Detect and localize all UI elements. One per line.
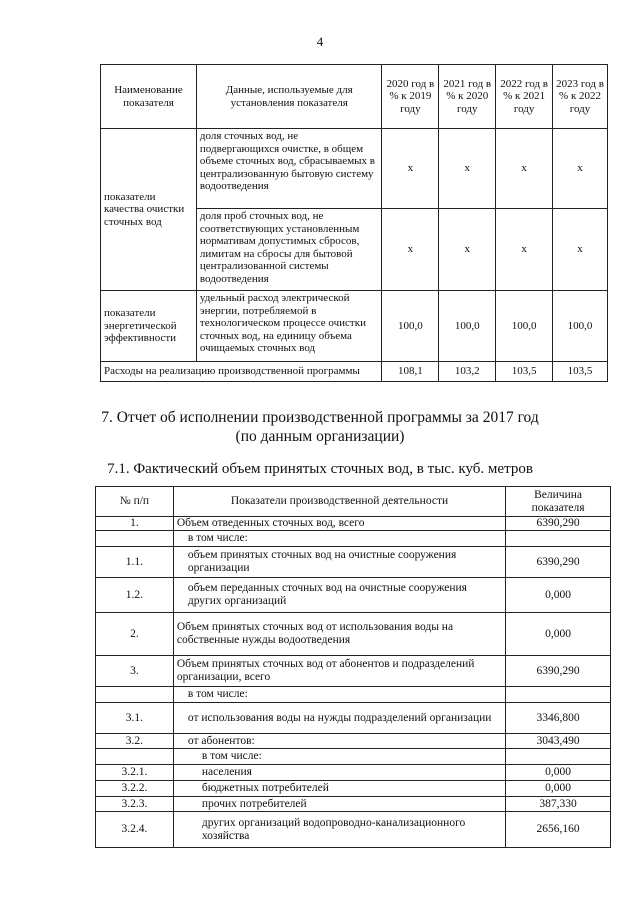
header-2021: 2021 год в % к 2020 году	[439, 65, 496, 129]
cell-value: х	[496, 209, 553, 291]
cell-value: х	[439, 129, 496, 209]
row-label: населения	[173, 765, 505, 781]
row-num: 1.1.	[96, 547, 174, 578]
row-num	[96, 749, 174, 765]
row-num: 3.2.4.	[96, 812, 174, 848]
header-2023: 2023 год в % к 2022 году	[553, 65, 608, 129]
table-header-row	[96, 487, 611, 517]
cell-value: х	[553, 129, 608, 209]
cell-value: 100,0	[382, 291, 439, 362]
table-row	[96, 547, 611, 578]
header-num: № п/п	[96, 487, 174, 517]
row-label: в том числе:	[173, 531, 505, 547]
cell-value: 103,5	[553, 362, 608, 382]
group-name-quality: показатели качества очистки сточных вод	[101, 129, 197, 291]
cell-value: 103,2	[439, 362, 496, 382]
row-num: 1.2.	[96, 578, 174, 613]
row-num: 1.	[96, 517, 174, 531]
cell-value: х	[439, 209, 496, 291]
row-num: 3.2.2.	[96, 781, 174, 797]
row-label: других организаций водопроводно-канализационного хозяйства	[173, 812, 505, 848]
cell-value: 103,5	[496, 362, 553, 382]
row-num: 2.	[96, 613, 174, 656]
row-value: 6390,290	[506, 656, 611, 687]
row-value: 0,000	[506, 765, 611, 781]
table-row	[96, 781, 611, 797]
section-7-heading	[0, 408, 640, 446]
row-num: 3.2.1.	[96, 765, 174, 781]
cell-value: 100,0	[439, 291, 496, 362]
table-row	[96, 656, 611, 687]
table-row	[96, 578, 611, 613]
row-label: бюджетных потребителей	[173, 781, 505, 797]
row-label: объем переданных сточных вод на очистные сооружения других организаций	[173, 578, 505, 613]
row-value: 3346,800	[506, 703, 611, 734]
table-row	[101, 291, 608, 362]
row-label: от абонентов:	[173, 734, 505, 749]
table-row	[96, 613, 611, 656]
cell-value: х	[553, 209, 608, 291]
row-label: от использования воды на нужды подразделений организации	[173, 703, 505, 734]
row-desc: удельный расход электрической энергии, потребляемой в технологическом процессе очистки сточных вод, на единицу объема очищаемых сточных вод	[196, 291, 382, 362]
row-num	[96, 687, 174, 703]
row-value: 0,000	[506, 781, 611, 797]
table-row	[96, 703, 611, 734]
row-value: 6390,290	[506, 547, 611, 578]
row-label: объем принятых сточных вод на очистные сооружения организации	[173, 547, 505, 578]
row-value: 2656,160	[506, 812, 611, 848]
row-value: 0,000	[506, 578, 611, 613]
row-label: Объем отведенных сточных вод, всего	[173, 517, 505, 531]
header-value: Величина показателя	[506, 487, 611, 517]
table-row	[96, 734, 611, 749]
row-num: 3.2.3.	[96, 797, 174, 812]
cell-value: х	[382, 209, 439, 291]
row-num: 3.	[96, 656, 174, 687]
row-value	[506, 687, 611, 703]
section-7-subtitle: (по данным организации)	[235, 428, 405, 445]
wastewater-volume-table	[95, 486, 611, 848]
row-label: в том числе:	[173, 749, 505, 765]
row-desc: доля проб сточных вод, не соответствующих установленным нормативам допустимых сбросов, лимитам на сбросы для бытовой централизованной системы водоотведения	[196, 209, 382, 291]
row-value: 3043,490	[506, 734, 611, 749]
table-row	[96, 531, 611, 547]
table-row	[101, 129, 608, 209]
section-7-title: 7. Отчет об исполнении производственной программы за 2017 год	[101, 409, 539, 426]
row-label: в том числе:	[173, 687, 505, 703]
row-desc: доля сточных вод, не подвергающихся очистке, в общем объеме сточных вод, сбрасываемых в централизованную бытовую систему водоотведения	[196, 129, 382, 209]
row-value	[506, 749, 611, 765]
group-name-energy: показатели энергетической эффективности	[101, 291, 197, 362]
cell-value: 108,1	[382, 362, 439, 382]
row-label: прочих потребителей	[173, 797, 505, 812]
table-header-row	[101, 65, 608, 129]
table-total-row	[101, 362, 608, 382]
total-label: Расходы на реализацию производственной программы	[101, 362, 382, 382]
cell-value: 100,0	[496, 291, 553, 362]
row-num: 3.1.	[96, 703, 174, 734]
page-number: 4	[316, 34, 324, 49]
header-2020: 2020 год в % к 2019 году	[382, 65, 439, 129]
cell-value: х	[382, 129, 439, 209]
header-name: Наименование показателя	[101, 65, 197, 129]
table-row	[96, 812, 611, 848]
table-row	[96, 797, 611, 812]
table-row	[96, 749, 611, 765]
table-row	[96, 517, 611, 531]
cell-value: 100,0	[553, 291, 608, 362]
row-value: 0,000	[506, 613, 611, 656]
row-label: Объем принятых сточных вод от использования воды на собственные нужды водоотведения	[173, 613, 505, 656]
row-value	[506, 531, 611, 547]
header-indicator: Показатели производственной деятельности	[173, 487, 505, 517]
row-label: Объем принятых сточных вод от абонентов и подразделений организации, всего	[173, 656, 505, 687]
table-row	[96, 765, 611, 781]
header-2022: 2022 год в % к 2021 году	[496, 65, 553, 129]
header-data: Данные, используемые для установления показателя	[196, 65, 382, 129]
row-value: 387,330	[506, 797, 611, 812]
indicators-table	[100, 64, 608, 382]
cell-value: х	[496, 129, 553, 209]
row-num: 3.2.	[96, 734, 174, 749]
row-value: 6390,290	[506, 517, 611, 531]
table-row	[96, 687, 611, 703]
row-num	[96, 531, 174, 547]
section-7-1-title: 7.1. Фактический объем принятых сточных вод, в тыс. куб. метров	[107, 461, 533, 477]
